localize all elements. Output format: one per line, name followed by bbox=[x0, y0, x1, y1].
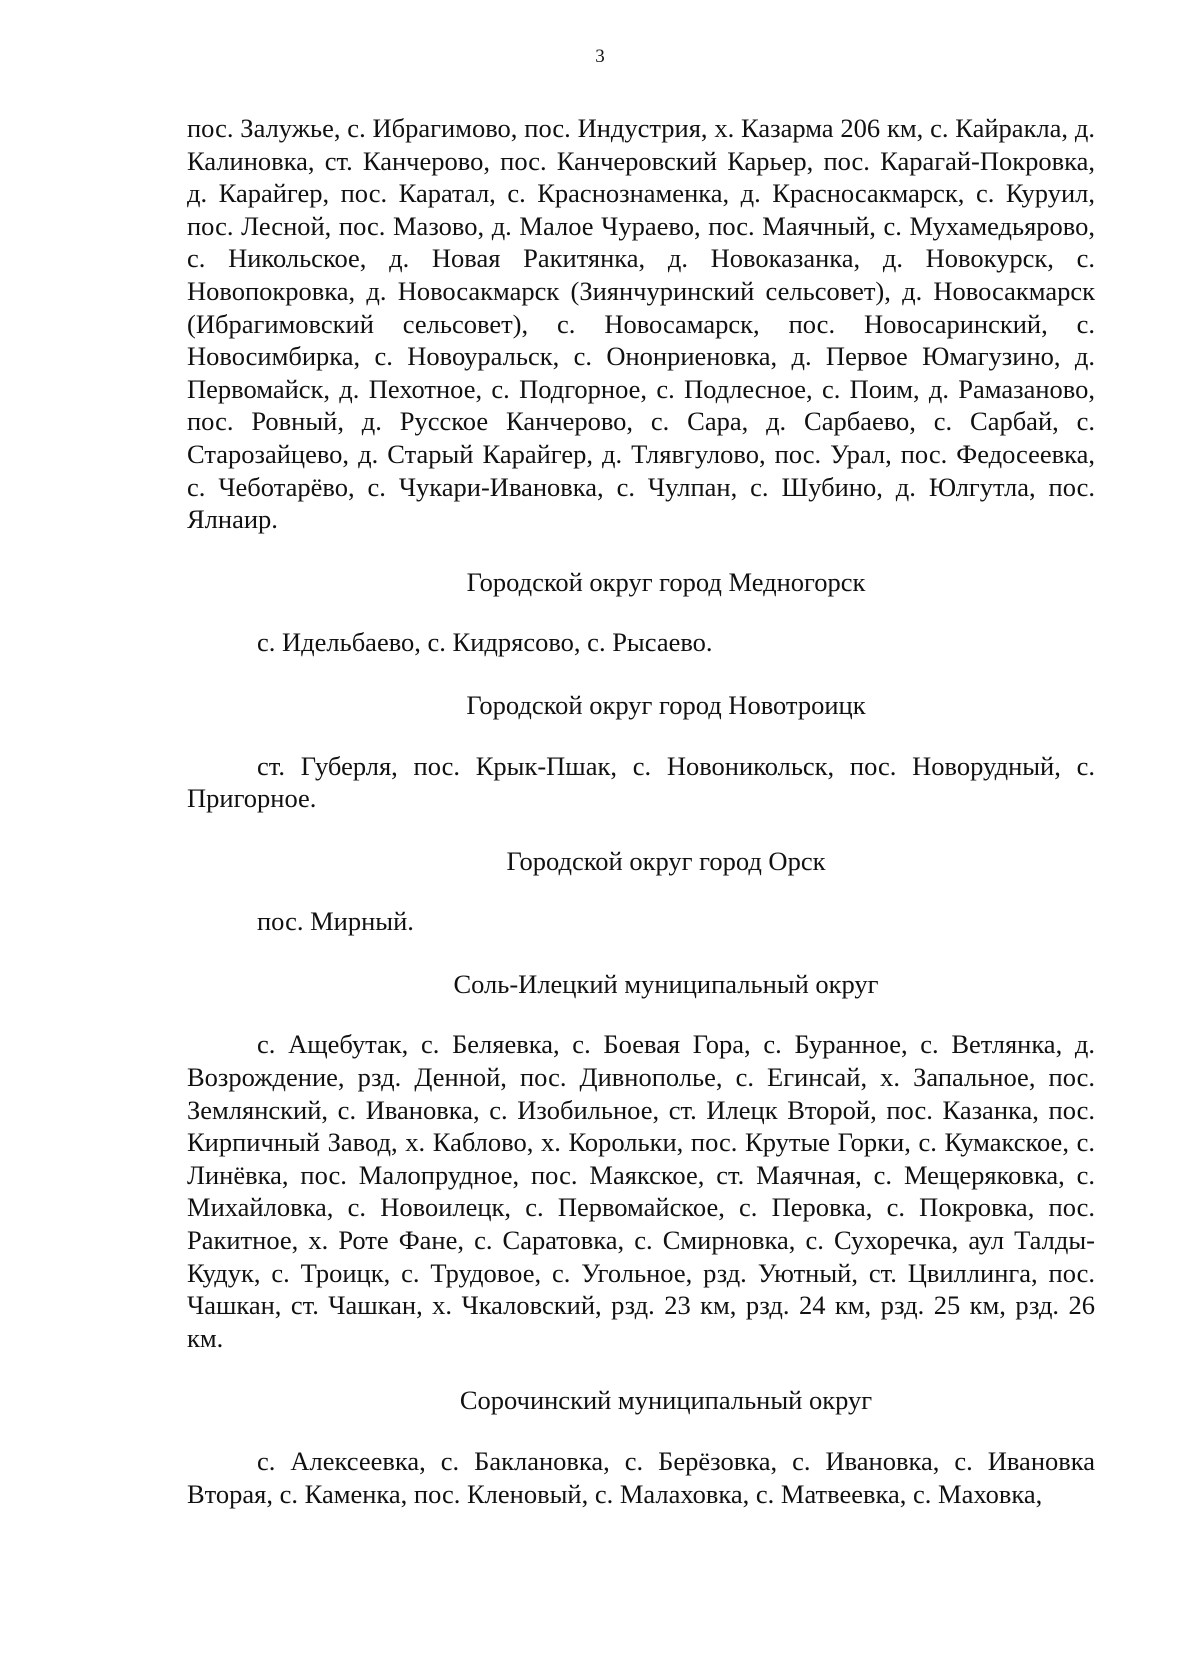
page-number: 3 bbox=[595, 46, 605, 67]
settlement-list-paragraph: с. Ащебутак, с. Беляевка, с. Боевая Гора, с. Буранное, с. Ветлянка, д. Возрождение, рзд. Денной, пос. Дивнополье, с. Егинсай, х. Запальное, пос. Землянский, с. Ивановка, с. Изобильное, ст. Илецк Второй, пос. Казанка, пос. Кирпичный Завод, х. Каблово, х. Корольки, пос. Крутые Горки, с. Кумакское, с. Линёвка, пос. Малопрудное, пос. Маякское, ст. Маячная, с. Мещеряковка, с. Михайловка, с. Новоилецк, с. Первомайское, с. Перовка, с. Покровка, пос. Ракитное, х. Роте Фане, с. Саратовка, с. Смирновка, с. Сухоречка, аул Талды-Кудук, с. Троицк, с. Трудовое, с. Угольное, рзд. Уютный, ст. Цвиллинга, пос. Чашкан, ст. Чашкан, х. Чкаловский, рзд. 23 км, рзд. 24 км, рзд. 25 км, рзд. 26 км. bbox=[187, 1029, 1095, 1353]
settlement-list-paragraph: пос. Залужье, с. Ибрагимово, пос. Индустрия, х. Казарма 206 км, с. Кайракла, д. Калиновка, ст. Канчерово, пос. Канчеровский Карьер, пос. Карагай-Покровка, д. Карайгер, пос. Каратал, с. Краснознаменка, д. Красносакмарск, с. Куруил, пос. Лесной, пос. Мазово, д. Малое Чураево, пос. Маячный, с. Мухамедьярово, с. Никольское, д. Новая Ракитянка, д. Новоказанка, д. Новокурск, с. Новопокровка, д. Новосакмарск (Зиянчуринский сельсовет), д. Новосакмарск (Ибрагимовский сельсовет), с. Новосамарск, пос. Новосаринский, с. Новосимбирка, с. Новоуральск, с. Ононриеновка, д. Первое Юмагузино, д. Первомайск, д. Пехотное, с. Подгорное, с. Подлесное, с. Поим, д. Рамазаново, пос. Ровный, д. Русское Канчерово, с. Сара, д. Сарбаево, с. Сарбай, с. Старозайцево, д. Старый Карайгер, д. Тлявгулово, пос. Урал, пос. Федосеевка, с. Чеботарёво, с. Чукари-Ивановка, с. Чулпан, с. Шубино, д. Юлгутла, пос. Ялнаир. bbox=[187, 113, 1095, 535]
document-body bbox=[187, 112, 1095, 1510]
settlement-list-paragraph: ст. Губерля, пос. Крык-Пшак, с. Новоникольск, пос. Новорудный, с. Пригорное. bbox=[187, 750, 1095, 814]
section-heading-orsk: Городской округ город Орск bbox=[506, 845, 826, 876]
settlement-list-paragraph: пос. Мирный. bbox=[257, 906, 414, 937]
settlement-list-paragraph: с. Идельбаево, с. Кидрясово, с. Рысаево. bbox=[257, 627, 713, 658]
settlement-list-paragraph: с. Алексеевка, с. Баклановка, с. Берёзовка, с. Ивановка, с. Ивановка Вторая, с. Каменка, пос. Кленовый, с. Малаховка, с. Матвеевка, с. Маховка, bbox=[187, 1446, 1095, 1509]
section-heading-sol-iletsk: Соль-Илецкий муниципальный округ bbox=[453, 968, 879, 999]
section-heading-novotroitsk: Городской округ город Новотроицк bbox=[466, 689, 866, 720]
section-heading-sorochinsk: Сорочинский муниципальный округ bbox=[459, 1385, 873, 1416]
section-heading-mednogorsk: Городской округ город Медногорск bbox=[466, 566, 866, 597]
